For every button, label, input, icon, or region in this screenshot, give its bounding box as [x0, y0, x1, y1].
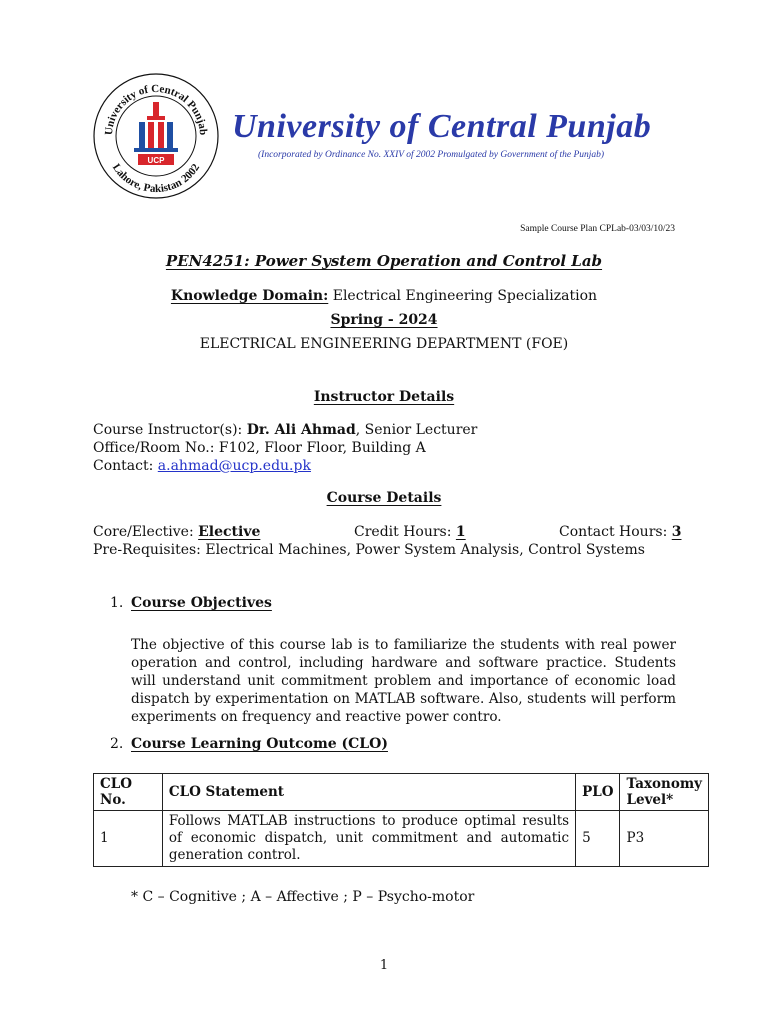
- prerequisites-label: Pre-Requisites:: [93, 542, 201, 558]
- instructor-office: F102, Floor Floor, Building A: [218, 440, 426, 456]
- clo-col-level: Taxonomy Level*: [620, 774, 709, 811]
- course-title-text: PEN4251: Power System Operation and Control Lab: [165, 252, 603, 270]
- clo-col-statement: CLO Statement: [162, 774, 575, 811]
- core-elective-value: Elective: [198, 524, 261, 540]
- clo-cell-level: P3: [620, 811, 709, 867]
- objectives-heading-text: Course Objectives: [131, 595, 272, 611]
- instructor-email-link[interactable]: a.ahmad@ucp.edu.pk: [157, 458, 311, 474]
- knowledge-domain-label: Knowledge Domain:: [170, 288, 329, 304]
- contact-hours-field: [559, 524, 682, 540]
- clo-cell-plo: 5: [576, 811, 620, 867]
- university-subtitle: (Incorporated by Ordinance No. XXIV of 2002 Promulgated by Government of the Punjab): [258, 150, 605, 160]
- objectives-heading: [131, 595, 272, 611]
- clo-cell-statement: Follows MATLAB instructions to produce optimal results of economic dispatch, unit commitment and automatic generation control.: [162, 811, 575, 867]
- university-seal-logo: [92, 72, 220, 200]
- prerequisites-value: Electrical Machines, Power System Analysis, Control Systems: [205, 542, 645, 558]
- prerequisites-field: [93, 542, 645, 558]
- contact-hours-value: 3: [671, 524, 682, 540]
- instructor-title: , Senior Lecturer: [355, 422, 478, 438]
- instructor-office-label: Office/Room No.:: [93, 440, 215, 456]
- instructor-name-line: [93, 422, 477, 438]
- clo-table-header-row: [94, 774, 709, 811]
- university-name: University of Central Punjab: [232, 108, 652, 145]
- seal-bottom-text: Lahore, Pakistan 2002: [109, 161, 203, 196]
- seal-top-text: University of Central Punjab: [102, 82, 210, 136]
- taxonomy-legend: * C – Cognitive ; A – Affective ; P – Psycho-motor: [131, 889, 475, 905]
- clo-table: [93, 773, 709, 867]
- objectives-number: 1.: [110, 595, 124, 611]
- seal-initials: UCP: [147, 156, 165, 165]
- contact-hours-label: Contact Hours:: [559, 524, 668, 540]
- semester-text: Spring - 2024: [330, 312, 438, 328]
- plan-reference: Sample Course Plan CPLab-03/03/10/23: [520, 224, 675, 234]
- clo-cell-no: 1: [94, 811, 163, 867]
- instructor-office-line: [93, 440, 426, 456]
- instructor-contact-label: Contact:: [93, 458, 154, 474]
- course-details-heading-text: Course Details: [326, 490, 442, 506]
- page-number: 1: [379, 958, 389, 973]
- knowledge-domain-value: Electrical Engineering Specialization: [332, 288, 598, 304]
- core-elective-field: [93, 524, 260, 540]
- svg-text:Lahore, Pakistan 2002: [110, 161, 202, 195]
- knowledge-domain: [0, 288, 768, 304]
- clo-col-plo: PLO: [576, 774, 620, 811]
- core-elective-label: Core/Elective:: [93, 524, 194, 540]
- credit-hours-value: 1: [455, 524, 466, 540]
- department: ELECTRICAL ENGINEERING DEPARTMENT (FOE): [199, 336, 569, 352]
- table-row: [94, 811, 709, 867]
- clo-number: 2.: [110, 736, 124, 752]
- instructor-name-label: Course Instructor(s):: [93, 422, 243, 438]
- instructor-name: Dr. Ali Ahmad: [246, 422, 356, 438]
- credit-hours-field: [354, 524, 466, 540]
- instructor-contact-line: [93, 458, 311, 474]
- course-title: [0, 252, 768, 270]
- objectives-text: The objective of this course lab is to familiarize the students with real power operation and control, including hardware and software practice. Students will understand unit commitment problem and importance of economic load dispatch by experimentation on MATLAB software. Also, students will perform experiments on frequency and reactive power contro.: [131, 637, 676, 725]
- clo-heading: [131, 736, 388, 752]
- semester: [0, 312, 768, 328]
- course-details-heading: [0, 490, 768, 506]
- instructor-details-heading: [0, 389, 768, 405]
- instructor-details-heading-text: Instructor Details: [313, 389, 455, 405]
- clo-heading-text: Course Learning Outcome (CLO): [131, 736, 388, 752]
- clo-col-no: CLO No.: [94, 774, 163, 811]
- credit-hours-label: Credit Hours:: [354, 524, 452, 540]
